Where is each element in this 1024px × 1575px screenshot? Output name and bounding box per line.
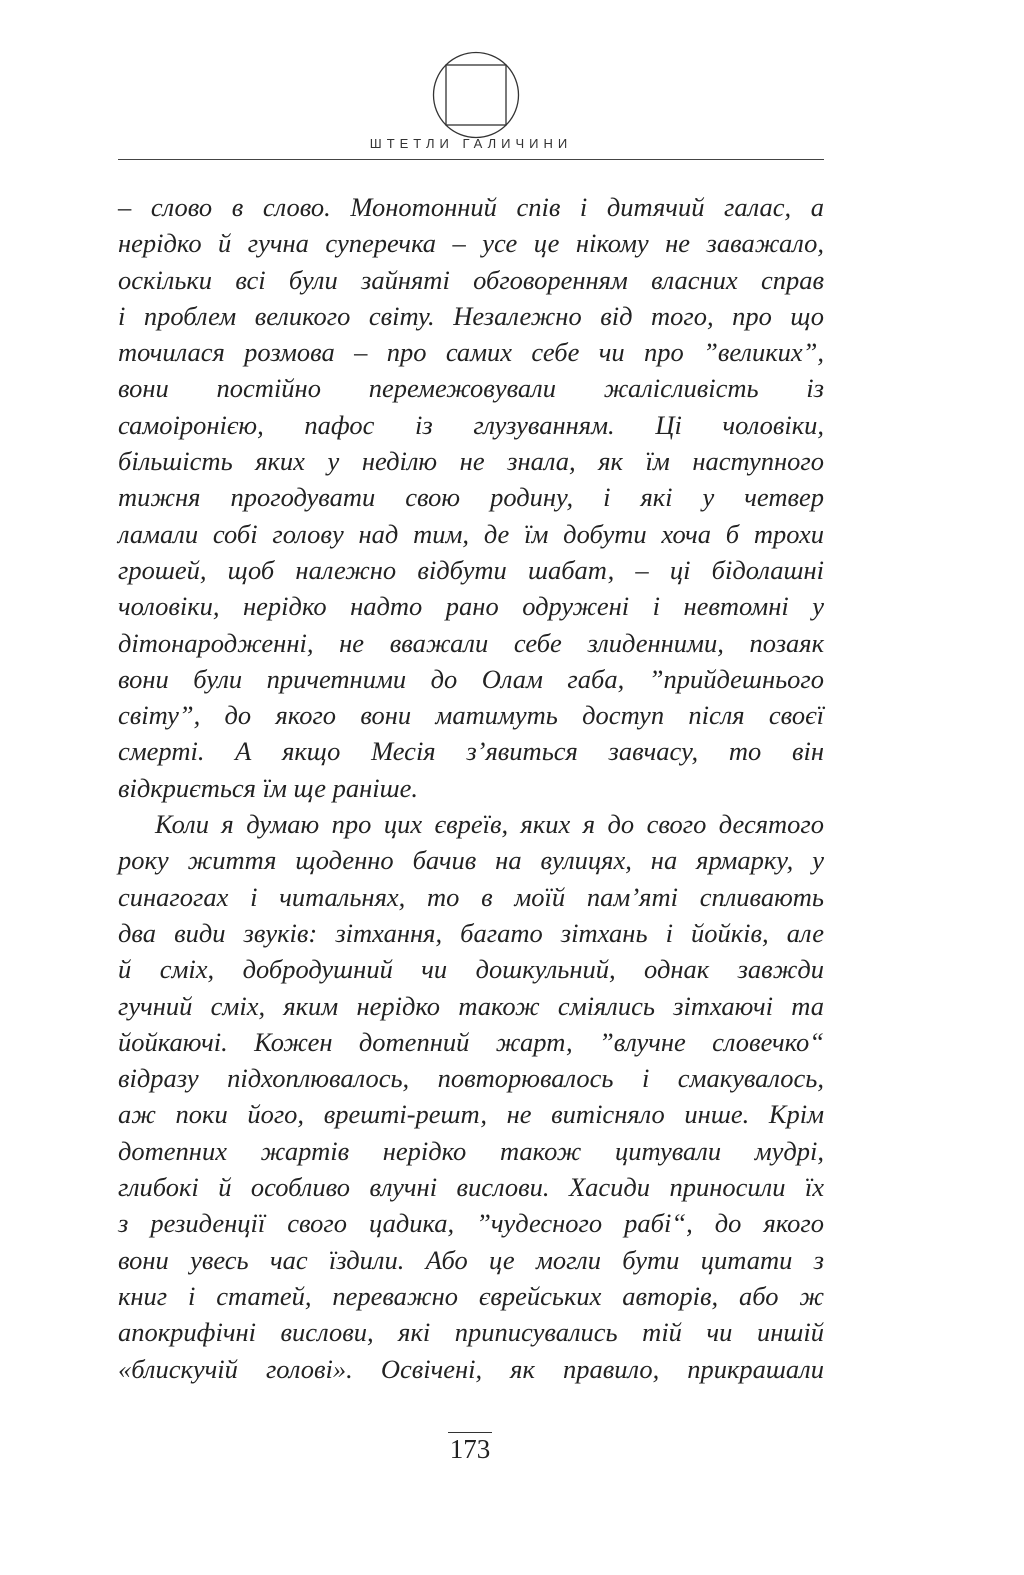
text-line: чоловіки, нерідко надто рано одружені і невтомні у [118,591,824,622]
text-line: апокрифічні вислови, які приписувались тій чи иншій [118,1317,824,1348]
text-line: Коли я думаю про цих євреїв, яких я до свого десятого [155,809,824,840]
text-line: вони увесь час їздили. Або це могли бути цитати з [118,1244,824,1275]
text-line: точилася розмова – про самих себе чи про ”великих”, [118,337,824,368]
text-line: світу”, до якого вони матимуть доступ після своєї [118,700,824,731]
text-line: й сміх, добродушний чи дошкульний, однак завжди [118,954,824,985]
text-line: синагогах і читальнях, то в моїй пам’яті спливають [118,881,824,912]
text-line: йойкаючі. Кожен дотепний жарт, ”влучне словечко“ [118,1026,824,1057]
body-text [118,189,824,1387]
header-rule [118,159,824,160]
text-line: дітонародженні, не вважали себе злиденними, позаяк [118,627,824,658]
paragraph-2 [118,806,824,1387]
text-line: нерідко й гучна суперечка – усе це нікому не заважало, [118,228,824,259]
text-line: вони постійно перемежовували жалісливість із [118,373,824,404]
text-line: вони були причетними до Олам габа, ”прийдешнього [118,663,824,694]
text-line: аж поки його, врешті-решт, не витісняло инше. Крім [118,1099,824,1130]
paragraph-1 [118,189,824,806]
text-line: книг і статей, переважно єврейських авторів, або ж [118,1280,824,1311]
text-line: гучний сміх, яким нерідко також сміялись зітхаючі та [118,990,824,1021]
text-line: дотепних жартів нерідко також цитували мудрі, [118,1135,824,1166]
text-line: грошей, щоб належно відбути шабат, – ці бідолашні [118,554,824,585]
text-line: – слово в слово. Монотонний спів і дитячий галас, а [118,192,824,222]
circle-square-emblem-icon [432,51,520,139]
text-line: тижня прогодувати свою родину, і які у четвер [118,482,824,513]
page-number: 173 [449,1434,491,1464]
text-line: оскільки всі були зайняті обговоренням власних справ [118,264,824,295]
text-line: з резиденції свого цадика, ”чудесного рабі“, до якого [118,1208,824,1239]
text-line: глибокі й особливо влучні вислови. Хасиди приносили їх [118,1172,824,1203]
text-line: року життя щоденно бачив на вулицях, на ярмарку, у [118,845,824,876]
text-line: відразу підхоплювалось, повторювалось і смакувалось, [118,1063,824,1094]
running-head-title: ШТЕТЛИ ГАЛИЧИНИ [369,136,573,151]
text-line: смерті. А якщо Месія з’явиться завчасу, то він [118,736,824,767]
text-line: «блискучій голові». Освічені, як правило, прикрашали [118,1353,824,1384]
text-line: і проблем великого світу. Незалежно від того, про що [118,300,824,331]
page-number-block [0,1432,940,1465]
text-line: два види звуків: зітхання, багато зітхань і йойків, але [118,917,824,948]
text-line: відкриється їм ще раніше. [118,772,418,803]
text-line: ламали собі голову над тим, де їм добути хоча б трохи [118,518,824,549]
text-line: самоіронією, пафос із глузуванням. Ці чоловіки, [118,409,824,440]
text-line: більшість яких у неділю не знала, як їм наступного [118,446,824,477]
